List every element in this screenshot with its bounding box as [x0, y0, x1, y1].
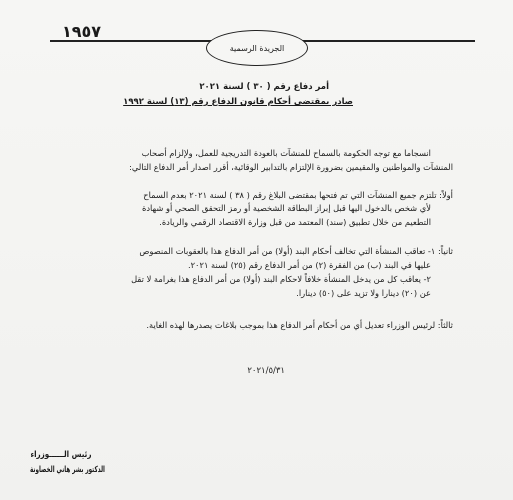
clause-first-line-2: لأي شخص بالدخول اليها قبل إبراز البطاقة الشخصية أو رمز التحقق الصحي أو شهادة — [141, 203, 431, 213]
order-subtitle: صادر بمقتضى أحكام قانون الدفاع رقم (١٣) لسنة ١٩٩٢ — [123, 97, 353, 107]
signatory-name: الدكتور بشر هاني الخصاونة — [30, 465, 105, 475]
gazette-page-number: ١٩٥٧ — [62, 22, 102, 41]
order-title: أمر دفاع رقم ( ٣٠ ) لسنة ٢٠٢١ — [199, 82, 329, 92]
clause-first-line-3: التطعيم من خلال تطبيق (سند) المعتمد من قبل وزارة الاقتصاد الرقمي والريادة. — [159, 217, 431, 227]
intro-line-1: انسجاما مع توجه الحكومة بالسماح للمنشآت بالعودة التدريجية للعمل، ولإلزام أصحاب — [141, 148, 431, 158]
clause-second-line-2: عليها في البند (ب) من الفقرة (٢) من أمر الدفاع رقم (٢٥) لسنة ٢٠٢١. — [187, 260, 431, 270]
signatory-title: رئيس الــــــوزراء — [29, 450, 91, 460]
gazette-name-oval — [206, 30, 308, 66]
clause-second-line-4: عن (٢٠) دينارا ولا تزيد على (٥٠) دينارا. — [296, 288, 431, 298]
clause-second-line-3: ٢- يعاقب كل من يدخل المنشأة خلافاً لاحكام البند (أولا) من أمر الدفاع هذا بغرامة لا تقل — [131, 274, 431, 284]
clause-second-line-1: ثانياً: ١- تعاقب المنشأة التي تخالف أحكام البند (أولا) من أمر الدفاع هذا بالعقوبات المنصوص — [139, 246, 453, 256]
intro-line-2: المنشآت والمواطنين والمقيمين بضرورة الإلتزام بالتدابير الوقائية، أقرر اصدار أمر الدفاع التالي: — [129, 162, 453, 172]
clause-first-line-1: أولاً: تلتزم جميع المنشآت التي تم فتحها بمقتضى البلاغ رقم ( ٣٨ ) لسنة ٢٠٢١ بعدم السماح — [143, 190, 453, 200]
clause-third-line-1: ثالثاً: لرئيس الوزراء تعديل أي من أحكام أمر الدفاع هذا بموجب بلاغات يصدرها لهذه الغاية. — [146, 320, 453, 330]
order-date: ٢٠٢١/٥/٣١ — [247, 366, 285, 376]
gazette-name: الجريدة الرسمية — [229, 43, 285, 53]
